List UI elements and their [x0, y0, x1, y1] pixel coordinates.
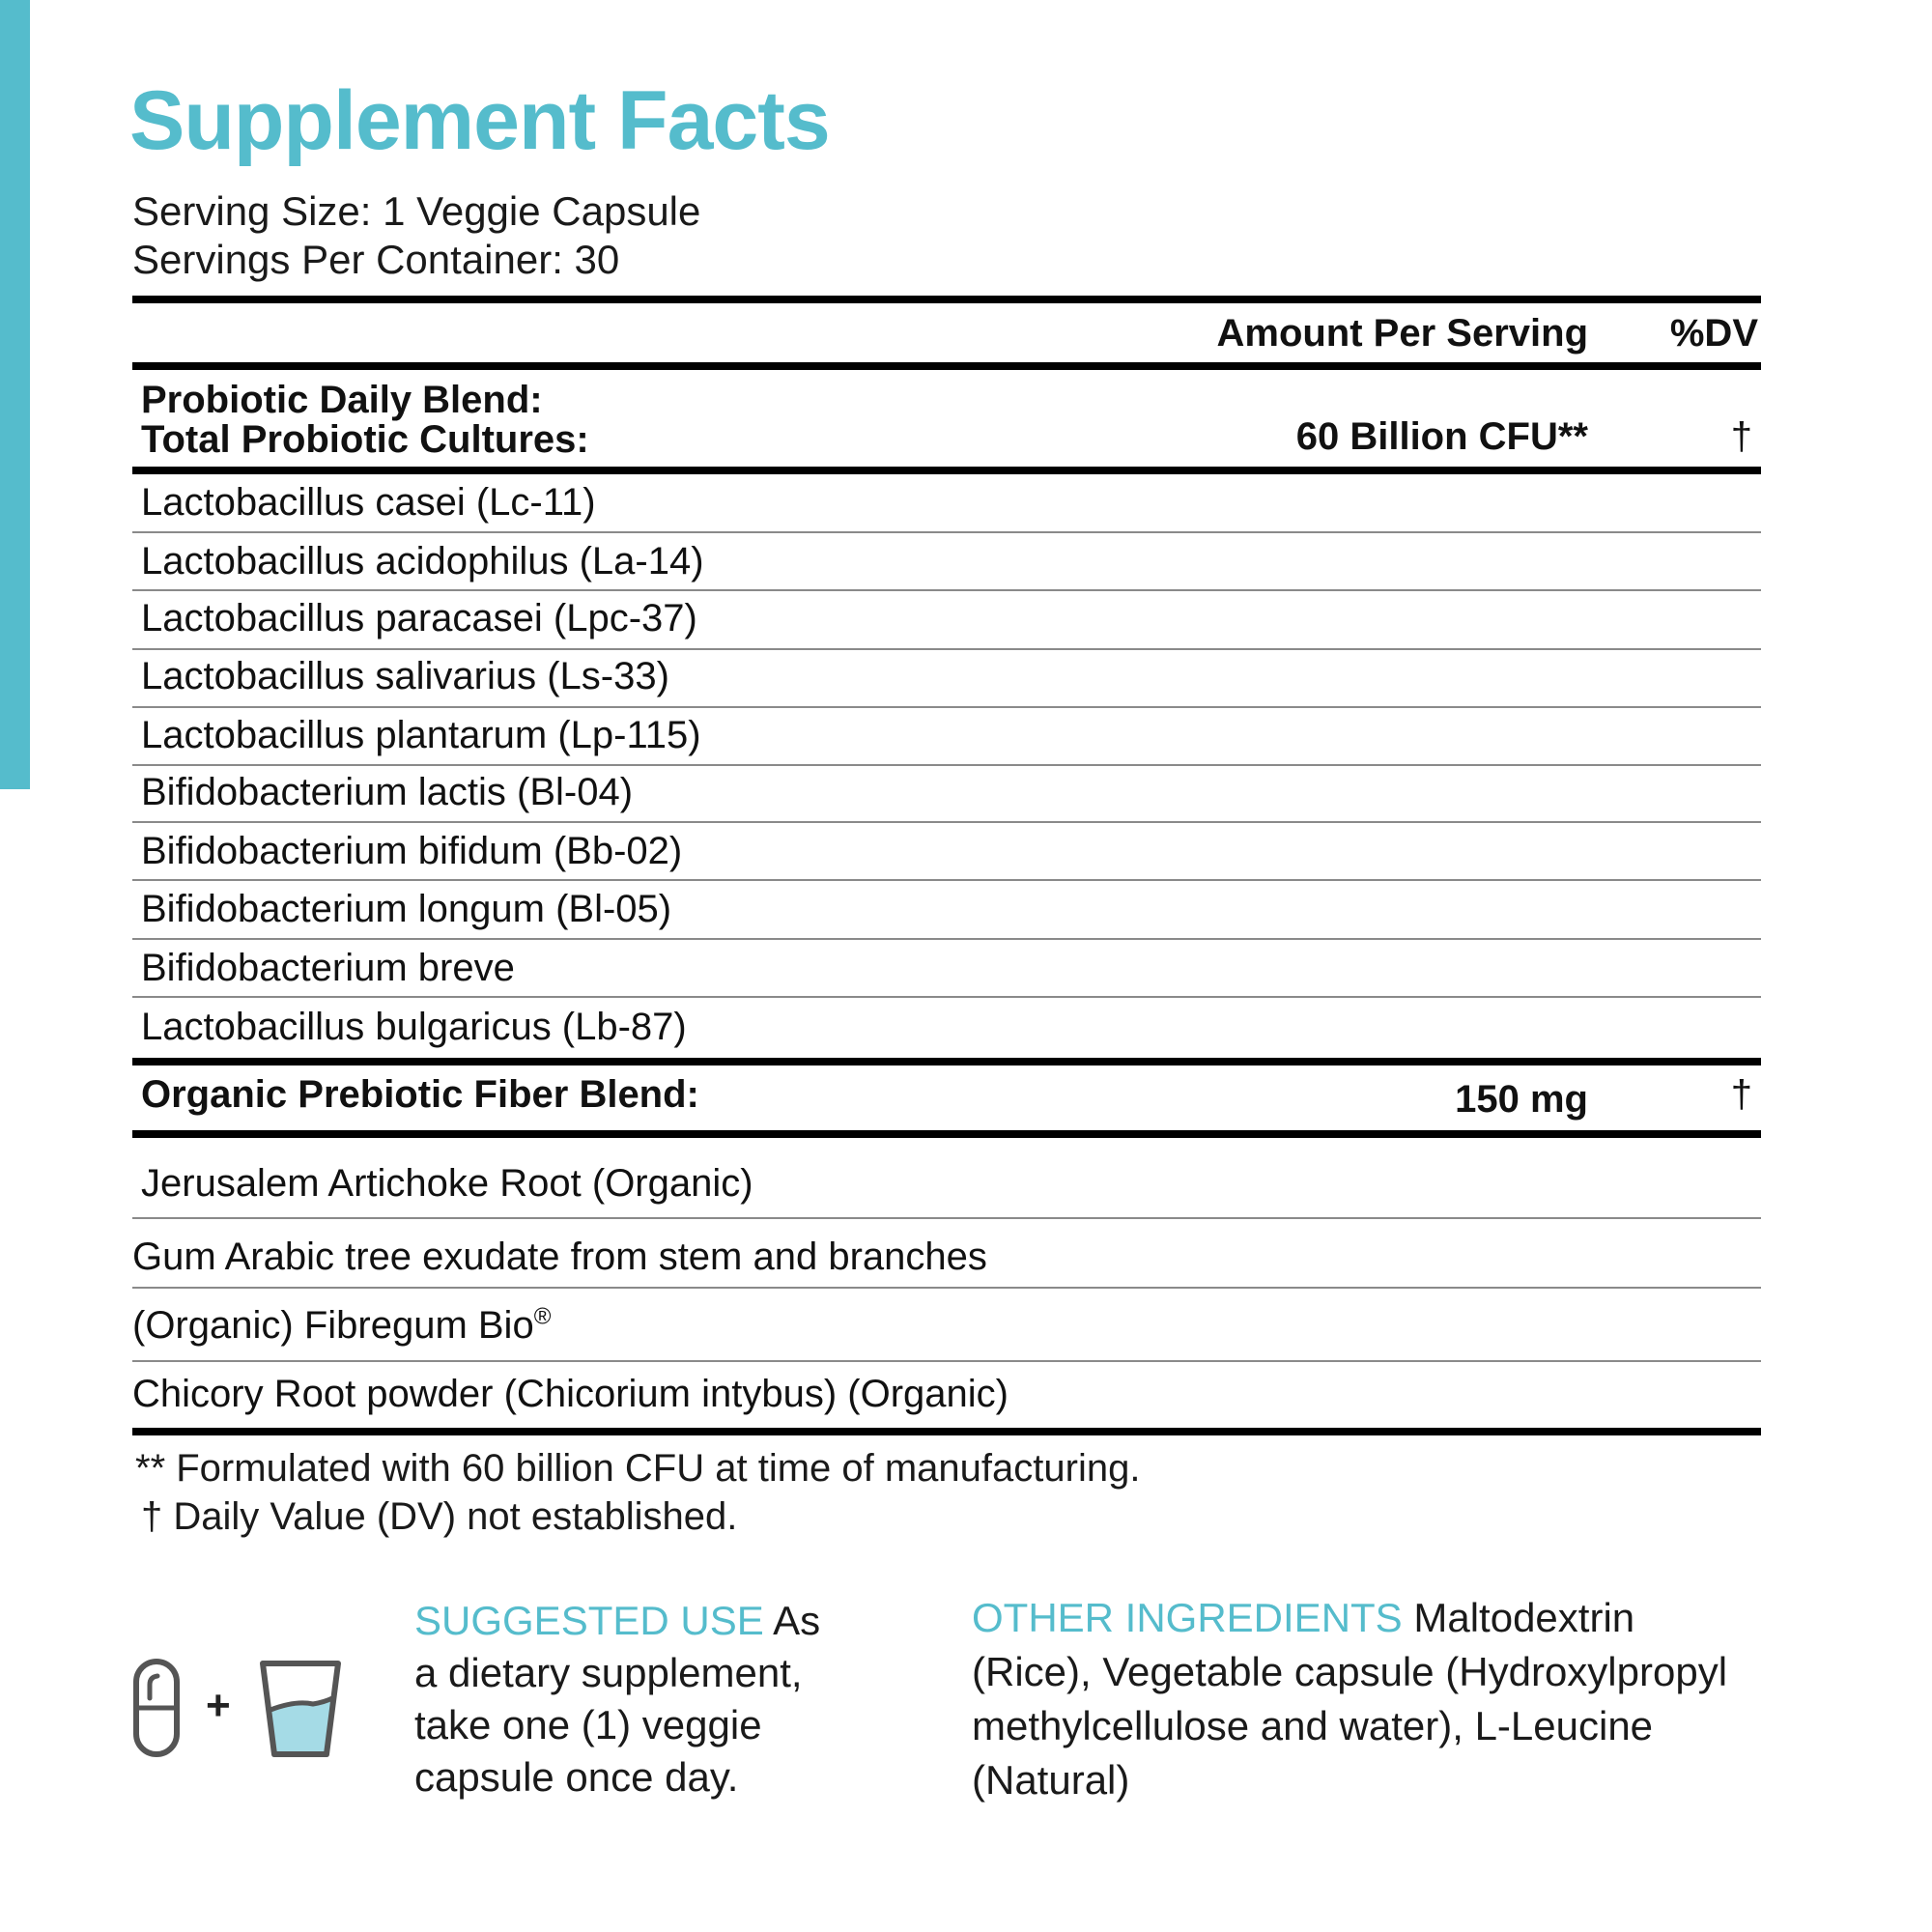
suggested-use-heading: SUGGESTED USE: [414, 1598, 764, 1643]
other-ingredients-text: (Natural): [972, 1757, 1130, 1803]
page-title: Supplement Facts: [129, 74, 830, 167]
row-divider: [132, 821, 1761, 823]
strain-row: Bifidobacterium bifidum (Bb-02): [141, 830, 683, 872]
divider-thick: [132, 362, 1761, 370]
row-divider: [132, 648, 1761, 650]
servings-per-container: Servings Per Container: 30: [132, 237, 620, 282]
prebiotic-ingredient-row: [132, 1303, 552, 1347]
other-ingredients-text: (Rice), Vegetable capsule (Hydroxylpropyl: [972, 1649, 1728, 1694]
strain-row: Bifidobacterium breve: [141, 947, 515, 989]
strain-row: Lactobacillus plantarum (Lp-115): [141, 714, 701, 756]
probiotic-amount: 60 Billion CFU**: [1295, 415, 1588, 458]
row-divider: [132, 764, 1761, 766]
row-divider: [132, 879, 1761, 881]
strain-row: Lactobacillus casei (Lc-11): [141, 481, 596, 524]
prebiotic-amount: 150 mg: [1455, 1078, 1588, 1121]
suggested-use-text: take one (1) veggie: [414, 1702, 762, 1747]
suggested-use-text: capsule once day.: [414, 1754, 739, 1800]
total-probiotic-cultures-label: Total Probiotic Cultures:: [141, 418, 589, 461]
strain-row: Lactobacillus bulgaricus (Lb-87): [141, 1006, 687, 1048]
glass-of-water-icon: [257, 1658, 344, 1760]
divider-thick: [132, 1428, 1761, 1435]
row-divider: [132, 706, 1761, 708]
capsule-icon: [132, 1658, 181, 1758]
row-divider: [132, 589, 1761, 591]
header-dv: %DV: [1669, 312, 1758, 355]
row-divider: [132, 1217, 1761, 1219]
strain-row: Lactobacillus paracasei (Lpc-37): [141, 597, 697, 639]
row-divider: [132, 996, 1761, 998]
probiotic-blend-label: Probiotic Daily Blend:: [141, 379, 543, 421]
divider-thick: [132, 467, 1761, 474]
row-divider: [132, 1287, 1761, 1289]
prebiotic-ingredient-row: Chicory Root powder (Chicorium intybus) (Organic): [132, 1373, 1009, 1415]
suggested-use-block: [414, 1595, 878, 1804]
footnote-dv: † Daily Value (DV) not established.: [141, 1495, 738, 1538]
other-ingredients-text: methylcellulose and water), L-Leucine: [972, 1703, 1654, 1748]
prebiotic-dv-dagger: †: [1730, 1073, 1752, 1116]
prebiotic-ingredient-row: Jerusalem Artichoke Root (Organic): [141, 1162, 753, 1205]
prebiotic-blend-label: Organic Prebiotic Fiber Blend:: [141, 1073, 699, 1116]
strain-row: Bifidobacterium longum (Bl-05): [141, 888, 672, 930]
serving-size: Serving Size: 1 Veggie Capsule: [132, 188, 701, 234]
prebiotic-ingredient-row: Gum Arabic tree exudate from stem and branches: [132, 1236, 987, 1278]
other-ingredients-heading: OTHER INGREDIENTS: [972, 1595, 1403, 1640]
other-ingredients-text: Maltodextrin: [1402, 1595, 1635, 1640]
fibregum-label: (Organic) Fibregum Bio: [132, 1304, 534, 1347]
strain-row: Lactobacillus acidophilus (La-14): [141, 540, 704, 582]
other-ingredients-block: [972, 1591, 1899, 1807]
divider-thick: [132, 1130, 1761, 1138]
row-divider: [132, 531, 1761, 533]
probiotic-dv-dagger: †: [1730, 415, 1752, 458]
footnote-cfu: ** Formulated with 60 billion CFU at time of manufacturing.: [135, 1447, 1141, 1490]
divider-thick: [132, 296, 1761, 303]
accent-side-bar: [0, 0, 30, 789]
divider-thick: [132, 1058, 1761, 1065]
strain-row: Bifidobacterium lactis (Bl-04): [141, 771, 634, 813]
suggested-use-text: As: [763, 1598, 821, 1643]
plus-icon: +: [206, 1682, 231, 1729]
row-divider: [132, 938, 1761, 940]
row-divider: [132, 1360, 1761, 1362]
header-amount-per-serving: Amount Per Serving: [1216, 312, 1588, 355]
suggested-use-text: a dietary supplement,: [414, 1650, 803, 1695]
registered-mark: ®: [533, 1303, 552, 1330]
strain-row: Lactobacillus salivarius (Ls-33): [141, 655, 669, 697]
